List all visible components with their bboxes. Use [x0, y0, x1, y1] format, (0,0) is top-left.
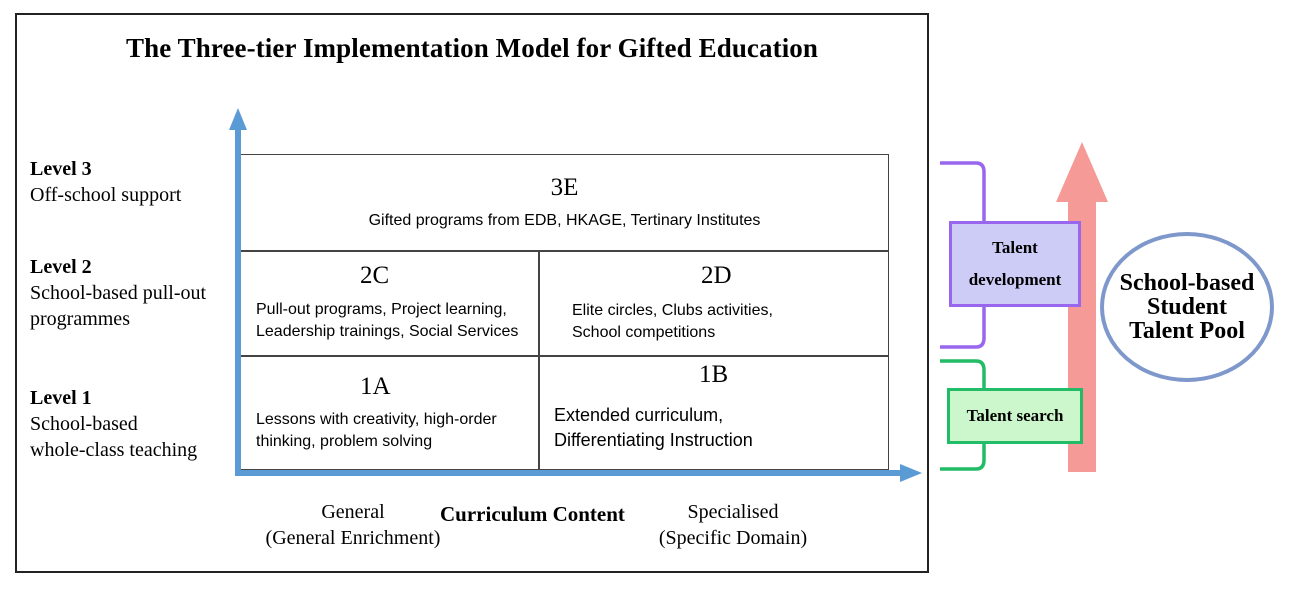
cell-2d-desc-line1: Elite circles, Clubs activities, [572, 302, 773, 319]
talent-search-box [947, 388, 1083, 444]
talent-development-line2: development [968, 270, 1062, 289]
talent-pool-ellipse [1100, 232, 1274, 382]
level-3-desc: Off-school support [30, 184, 182, 206]
level-3-name: Level 3 [30, 158, 92, 180]
x-axis-right-line2: (Specific Domain) [658, 527, 808, 549]
cell-1a-desc-line1: Lessons with creativity, high-order [256, 411, 497, 428]
cell-2c-desc-line1: Pull-out programs, Project learning, [256, 301, 507, 318]
cell-3e-code: 3E [550, 174, 579, 201]
level-1-name: Level 1 [30, 387, 92, 409]
talent-search-label: Talent search [966, 406, 1064, 425]
cell-3e-desc: Gifted programs from EDB, HKAGE, Tertinary Institutes [368, 212, 761, 229]
cell-1a-desc-line2: thinking, problem solving [256, 433, 433, 450]
x-axis-arrowhead [900, 464, 922, 482]
x-axis-left-line2: (General Enrichment) [265, 527, 441, 549]
cell-1a-code: 1A [360, 373, 391, 400]
cell-2c-code: 2C [360, 262, 390, 289]
cell-2d-code: 2D [701, 262, 732, 289]
talent-development-box [949, 221, 1081, 307]
x-axis-title: Curriculum Content [440, 502, 625, 526]
talent-pool-line1: School-based [1119, 270, 1255, 296]
level-1-desc-line2: whole-class teaching [30, 439, 198, 461]
level-2-desc-line1: School-based pull-out [30, 282, 207, 304]
x-axis-right-label [633, 499, 833, 551]
y-axis-arrowhead [229, 108, 247, 130]
talent-pool-line2: Student [1146, 294, 1227, 320]
growth-arrow-head [1056, 142, 1108, 202]
level-2-desc-line2: programmes [30, 308, 130, 330]
diagram-title: The Three-tier Implementation Model for Gifted Education [125, 33, 819, 63]
level-1-desc-line1: School-based [30, 413, 138, 435]
x-axis-right-line1: Specialised [687, 501, 779, 523]
cell-2d-desc-line2: School competitions [572, 324, 716, 341]
cell-1b-desc-line2: Differentiating Instruction [554, 430, 753, 450]
level-2-name: Level 2 [30, 256, 92, 278]
cell-1b-code: 1B [699, 361, 729, 388]
talent-development-line1: Talent [992, 238, 1038, 257]
talent-pool-line3: Talent Pool [1129, 318, 1245, 344]
cell-1b-desc-line1: Extended curriculum, [554, 405, 724, 425]
cell-2c-desc-line2: Leadership trainings, Social Services [256, 323, 519, 340]
x-axis-left-line1: General [321, 501, 385, 523]
x-axis-left-label [248, 499, 458, 551]
